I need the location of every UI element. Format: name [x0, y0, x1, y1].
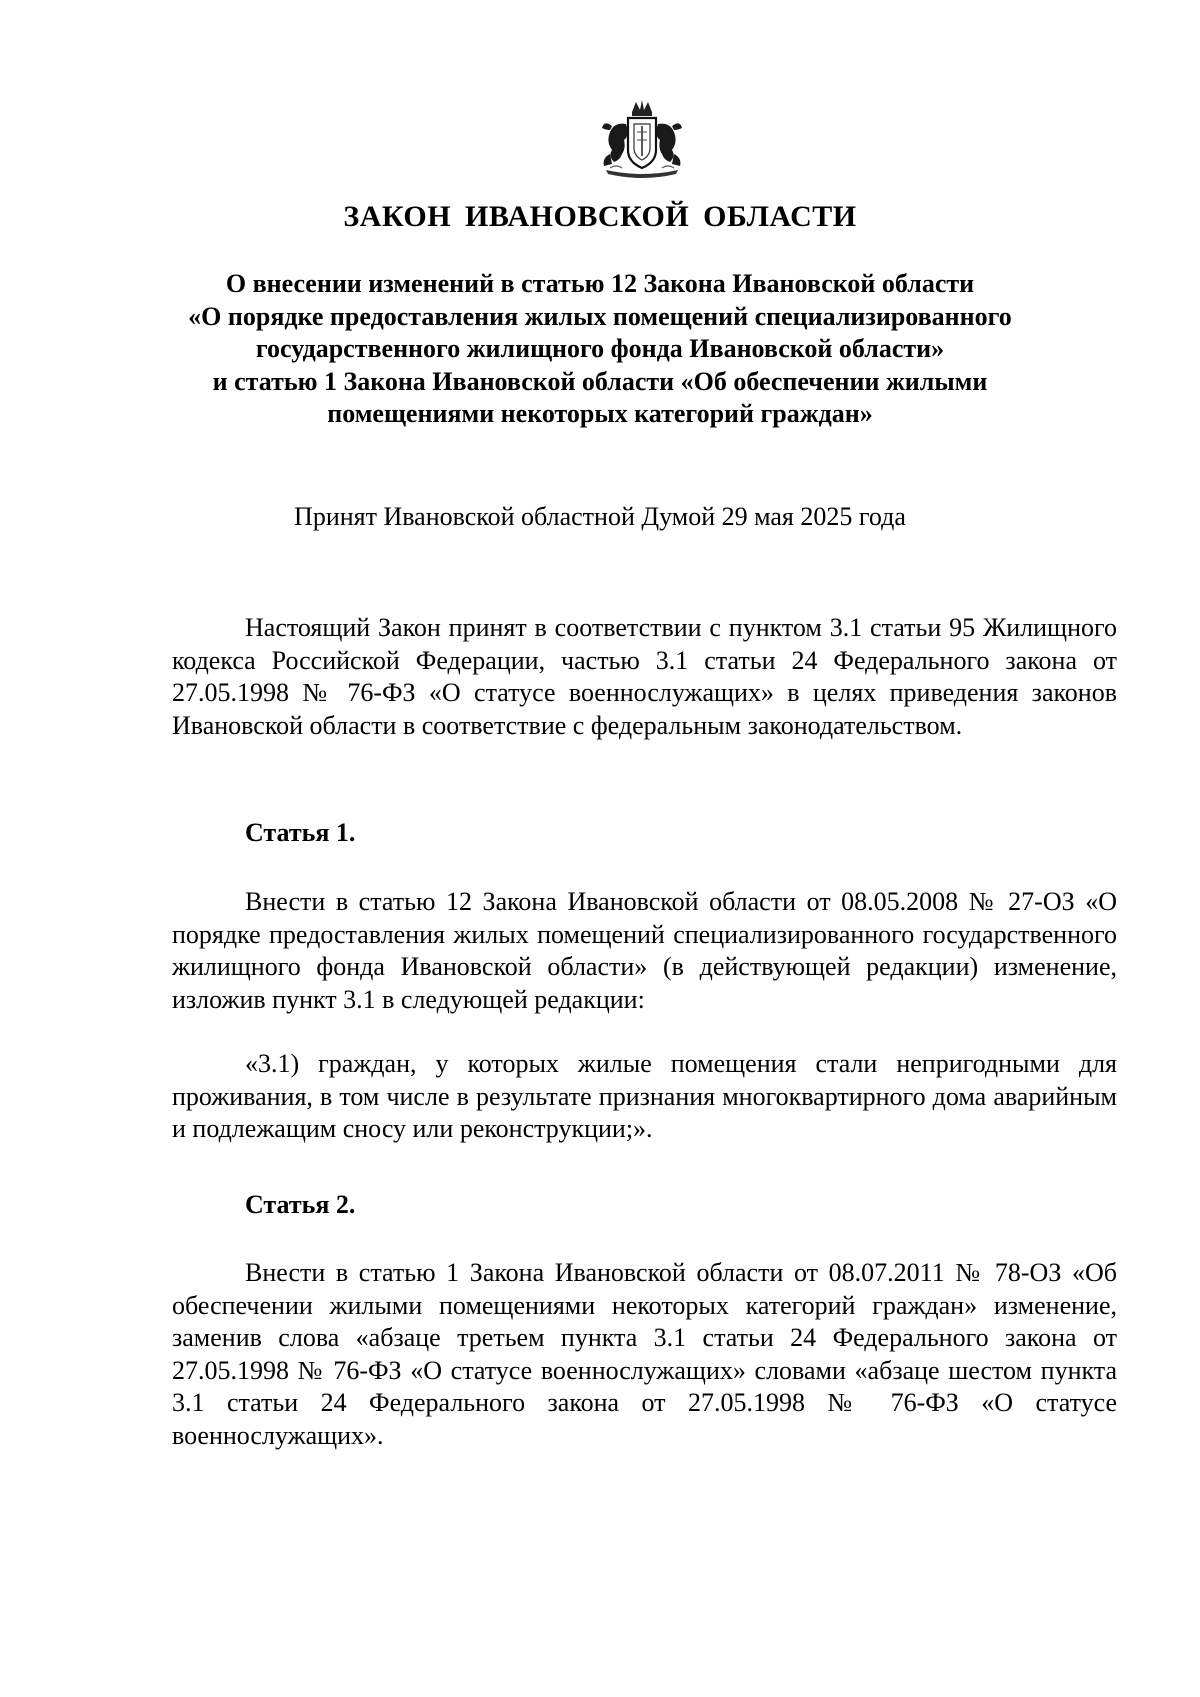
adoption-statement: Принят Ивановской областной Думой 29 мая 2025 года [294, 502, 906, 531]
article-2-paragraph: Внести в статью 1 Закона Ивановской области от 08.07.2011 № 78-ОЗ «Об обеспечении жилыми помещениями некоторых категорий граждан» изменение, заменив слова «абзаце третьем пункта 3.1 статьи 24 Федерального закона от 27.05.1998 № 76-ФЗ «О статусе военнослужащих» словами «абзаце шестом пункта 3.1 статьи 24 Федерального закона от 27.05.1998 № 76-ФЗ «О статусе военнослужащих». [172, 1258, 1117, 1450]
law-title: ЗАКОН ИВАНОВСКОЙ ОБЛАСТИ [343, 200, 857, 233]
law-subtitle-line: государственного жилищного фонда Ивановской области» [255, 334, 945, 363]
law-subtitle-line: и статью 1 Закона Ивановской области «Об обеспечении жилыми [212, 366, 988, 396]
article-2-heading: Статья 2. [245, 1190, 356, 1219]
law-subtitle-line: «О порядке предоставления жилых помещений специализированного [188, 301, 1012, 331]
law-subtitle [150, 268, 1050, 431]
article-1-paragraph: «3.1) граждан, у которых жилые помещения стали непригодными для проживания, в том числе в результате признания многоквартирного дома аварийным и подлежащим сносу или реконструкции;». [172, 1049, 1117, 1143]
article-1-paragraph: Внести в статью 12 Закона Ивановской области от 08.05.2008 № 27-ОЗ «О порядке предоставления жилых помещений специализированного государственного жилищного фонда Ивановской области» (в действующей редакции) изменение, изложив пункт 3.1 в следующей редакции: [172, 887, 1117, 1014]
article-1-heading: Статья 1. [245, 818, 356, 847]
law-subtitle-line: помещениями некоторых категорий граждан» [327, 399, 873, 428]
preamble-paragraph: Настоящий Закон принят в соответствии с пунктом 3.1 статьи 95 Жилищного кодекса Российской Федерации, частью 3.1 статьи 24 Федерального закона от 27.05.1998 № 76-ФЗ «О статусе военнослужащих» в целях приведения законов Ивановской области в соответствие с федеральным законодательством. [172, 613, 1117, 740]
law-subtitle-line: О внесении изменений в статью 12 Закона Ивановской области [225, 269, 975, 298]
ivanovo-region-coat-of-arms-icon [596, 98, 688, 180]
